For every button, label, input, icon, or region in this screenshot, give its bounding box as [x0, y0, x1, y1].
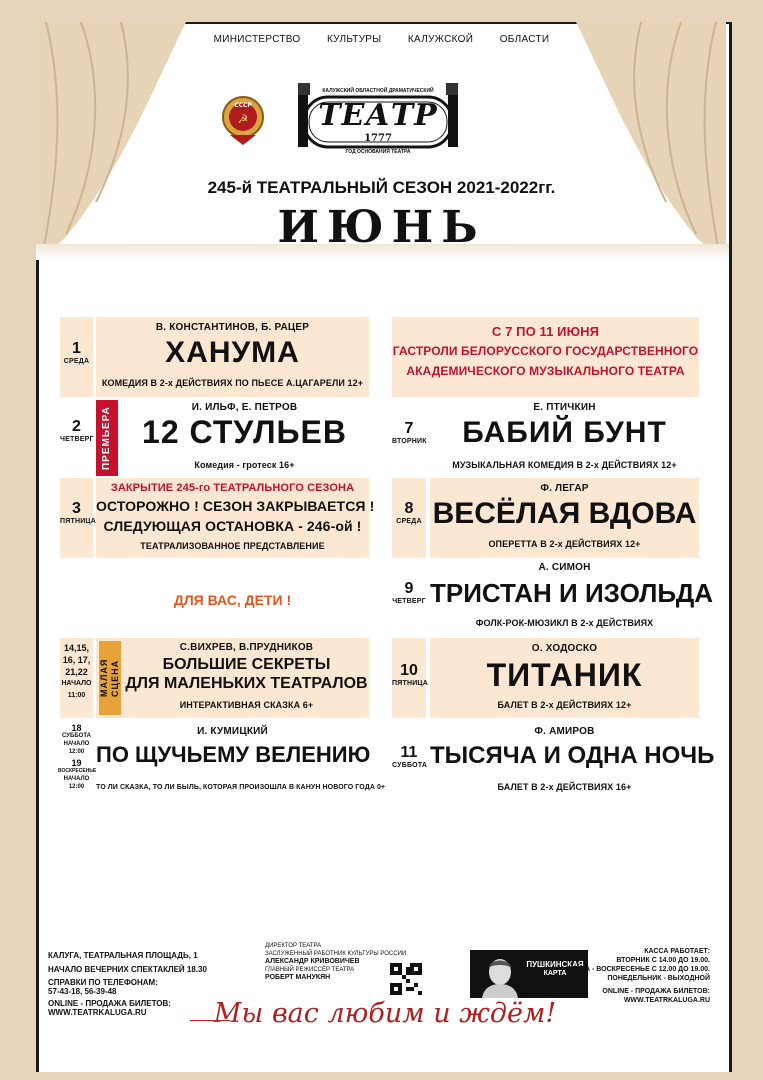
event-genre: ФОЛК-РОК-МЮЗИКЛ В 2-х ДЕЙСТВИЯХ — [475, 618, 654, 628]
event-date — [60, 340, 93, 365]
event-genre: Комедия - гротеск 16+ — [194, 460, 295, 470]
date-number: 1 — [72, 340, 81, 357]
event-title: ХАНУМА — [165, 336, 300, 369]
ministry-word: МИНИСТЕРСТВО — [213, 34, 301, 45]
month-title: ИЮНЬ — [277, 202, 486, 253]
director-name: АЛЕКСАНДР КРИВОВИЧЕВ — [265, 958, 360, 965]
director-title: ЗАСЛУЖЕННЫЙ РАБОТНИК КУЛЬТУРЫ РОССИИ — [265, 951, 407, 957]
kids-dates-line: 16, 17, — [62, 655, 91, 665]
ministry-word: ОБЛАСТИ — [499, 34, 550, 45]
date-number: 11 — [400, 744, 418, 761]
event-title: ТИТАНИК — [486, 657, 643, 693]
pushkin-line-2: КАРТА — [543, 970, 567, 977]
date-weekday: ЧЕТВЕРГ — [60, 436, 94, 443]
kids-dates-line: 14,15, — [63, 643, 90, 653]
evening-start: НАЧАЛО ВЕЧЕРНИХ СПЕКТАКЛЕЙ 18.30 — [48, 965, 207, 974]
event-author: С.ВИХРЕВ, В.ПРУДНИКОВ — [179, 642, 314, 653]
closing-line-2: СЛЕДУЮЩАЯ ОСТАНОВКА - 246-ой ! — [103, 518, 362, 534]
event-date — [60, 418, 93, 443]
event-title: 12 СТУЛЬЕВ — [142, 414, 347, 450]
pushkin-portrait-icon — [478, 956, 522, 998]
order-medal-icon — [220, 95, 266, 147]
date-weekday: ПЯТНИЦА — [392, 680, 428, 687]
closing-title: ЗАКРЫТИЕ 245-го ТЕАТРАЛЬНОГО СЕЗОНА — [110, 482, 355, 494]
event-genre: БАЛЕТ В 2-х ДЕЙСТВИЯХ 16+ — [497, 782, 632, 792]
event-title: ДЛЯ МАЛЕНЬКИХ ТЕАТРАЛОВ — [125, 675, 368, 692]
date-weekday: ВОСКРЕСЕНЬЕ — [58, 768, 97, 774]
event-title: БОЛЬШИЕ СЕКРЕТЫ — [162, 656, 331, 673]
box-office-title: КАССА РАБОТАЕТ: — [644, 948, 710, 955]
event-genre: БАЛЕТ В 2-х ДЕЙСТВИЯХ 12+ — [497, 700, 632, 710]
date-number: 8 — [404, 500, 414, 517]
event-author: Ф. АМИРОВ — [534, 726, 595, 737]
event-title: ВЕСЁЛАЯ ВДОВА — [432, 497, 697, 530]
box-office-line: СРЕДА - ВОСКРЕСЕНЬЕ С 12.00 ДО 19.00. — [565, 966, 710, 973]
date-number: 18 — [71, 723, 82, 733]
theatre-logo — [298, 83, 458, 163]
start-label: НАЧАЛО — [61, 680, 92, 687]
ministry-word: КУЛЬТУРЫ — [326, 34, 382, 45]
date-number: 10 — [400, 662, 418, 679]
pushkin-line-1: ПУШКИНСКАЯ — [526, 960, 584, 969]
event-author: В. КОНСТАНТИНОВ, Б. РАЦЕР — [155, 322, 310, 333]
event-author: И. КУМИЦКИЙ — [197, 726, 268, 737]
event-author: О. ХОДОСКО — [531, 643, 598, 654]
logo-founded: ГОД ОСНОВАНИЯ ТЕАТРА — [345, 149, 411, 155]
phones-label: СПРАВКИ ПО ТЕЛЕФОНАМ: — [48, 978, 158, 987]
site-link[interactable]: WWW.TEATRKALUGA.RU — [623, 997, 710, 1004]
event-author: А. СИМОН — [538, 562, 591, 573]
address: КАЛУГА, ТЕАТРАЛЬНАЯ ПЛОЩАДЬ, 1 — [48, 951, 198, 960]
date-weekday: ВТОРНИК — [392, 438, 427, 445]
date-weekday: СУББОТА — [392, 762, 428, 769]
date-weekday: ЧЕТВЕРГ — [392, 598, 426, 605]
event-date — [60, 500, 96, 525]
chief-label: ГЛАВНЫЙ РЕЖИССЁР ТЕАТРА — [265, 967, 355, 973]
event-genre: МУЗЫКАЛЬНАЯ КОМЕДИЯ В 2-х ДЕЙСТВИЯХ 12+ — [452, 460, 677, 470]
box-office-line: ПОНЕДЕЛЬНИК - ВЫХОДНОЙ — [607, 975, 710, 982]
date-number: 2 — [72, 418, 81, 435]
start-time: 12:00 — [68, 784, 85, 790]
event-title: ТЫСЯЧА И ОДНА НОЧЬ — [430, 742, 715, 769]
director-label: ДИРЕКТОР ТЕАТРА — [265, 943, 322, 949]
event-genre: ИНТЕРАКТИВНАЯ СКАЗКА 6+ — [179, 700, 314, 710]
event-title: ПО ЩУЧЬЕМУ ВЕЛЕНИЮ — [96, 742, 371, 767]
small-stage-badge: МАЛАЯ СЦЕНА — [99, 641, 121, 715]
site-link[interactable]: WWW.TEATRKALUGA.RU — [48, 1008, 147, 1017]
event-genre: КОМЕДИЯ В 2-х ДЕЙСТВИЯХ ПО ПЬЕСЕ А.ЦАГАРЕЛИ 12+ — [101, 378, 364, 388]
tour-line-2: ГАСТРОЛИ БЕЛОРУССКОГО ГОСУДАРСТВЕННОГО — [392, 344, 699, 358]
season-title: 245-й ТЕАТРАЛЬНЫЙ СЕЗОН 2021-2022гг. — [207, 178, 556, 197]
online-label: ONLINE - ПРОДАЖА БИЛЕТОВ: — [602, 988, 710, 995]
event-author: Ф. ЛЕГАР — [540, 483, 589, 494]
date-weekday: ПЯТНИЦА — [60, 518, 96, 525]
kids-dates — [58, 642, 95, 702]
event-date — [392, 744, 426, 769]
date-number: 19 — [71, 758, 82, 768]
start-time: 11:00 — [67, 692, 86, 699]
kids-header: ДЛЯ ВАС, ДЕТИ ! — [173, 592, 292, 608]
logo-year: 1777 — [364, 133, 392, 144]
event-title: БАБИЙ БУНТ — [462, 416, 667, 449]
event-genre: ТЕАТРАЛИЗОВАННОЕ ПРЕДСТАВЛЕНИЕ — [140, 541, 325, 551]
start-label: НАЧАЛО — [63, 776, 90, 782]
medal-text: СССР — [234, 102, 252, 109]
date-number: 9 — [404, 580, 414, 597]
online-label: ONLINE - ПРОДАЖА БИЛЕТОВ: — [48, 999, 171, 1008]
event-date — [392, 500, 426, 525]
event-title: ТРИСТАН И ИЗОЛЬДА — [430, 578, 714, 608]
box-office — [540, 947, 710, 1005]
ministry-word: КАЛУЖСКОЙ — [407, 34, 474, 45]
tour-line-1: С 7 ПО 11 ИЮНЯ — [491, 324, 600, 339]
premiere-badge: ПРЕМЬЕРА — [96, 400, 118, 476]
closing-line-1: ОСТОРОЖНО ! СЕЗОН ЗАКРЫВАЕТСЯ ! — [96, 498, 375, 514]
event-date — [392, 662, 426, 687]
event-date — [392, 420, 426, 445]
tour-line-3: АКАДЕМИЧЕСКОГО МУЗЫКАЛЬНОГО ТЕАТРА — [406, 364, 685, 378]
logo-word: ТЕАТР — [318, 98, 438, 133]
start-time: 12:00 — [68, 749, 85, 755]
qr-code-icon[interactable] — [390, 963, 422, 995]
phones: 57-43-18, 56-39-48 — [48, 987, 117, 996]
slogan: Мы вас любим и ждём! — [213, 998, 557, 1029]
event-author: Е. ПТИЧКИН — [533, 402, 596, 413]
date-number: 7 — [404, 420, 414, 437]
event-genre: ОПЕРЕТТА В 2-х ДЕЙСТВИЯХ 12+ — [488, 539, 641, 549]
date-weekday: СРЕДА — [63, 358, 90, 365]
logo-arc-text: КАЛУЖСКИЙ ОБЛАСТНОЙ ДРАМАТИЧЕСКИЙ — [322, 88, 434, 94]
date-weekday: СУББОТА — [62, 733, 91, 739]
box-office-line: ВТОРНИК С 14.00 ДО 19.00. — [616, 957, 710, 964]
kids-dates — [58, 724, 95, 791]
date-number: 3 — [72, 500, 81, 517]
kids-dates-line: 21,22 — [65, 667, 88, 677]
date-weekday: СРЕДА — [396, 518, 422, 525]
event-author: И. ИЛЬФ, Е. ПЕТРОВ — [191, 402, 298, 413]
start-label: НАЧАЛО — [63, 741, 90, 747]
ministry-line — [150, 29, 613, 47]
event-genre: ТО ЛИ СКАЗКА, ТО ЛИ БЫЛЬ, КОТОРАЯ ПРОИЗОШЛА В КАНУН НОВОГО ГОДА 0+ — [96, 784, 386, 791]
chief-name: РОБЕРТ МАНУКЯН — [265, 974, 331, 981]
event-date — [392, 580, 426, 605]
svg-text:☭: ☭ — [237, 112, 249, 126]
